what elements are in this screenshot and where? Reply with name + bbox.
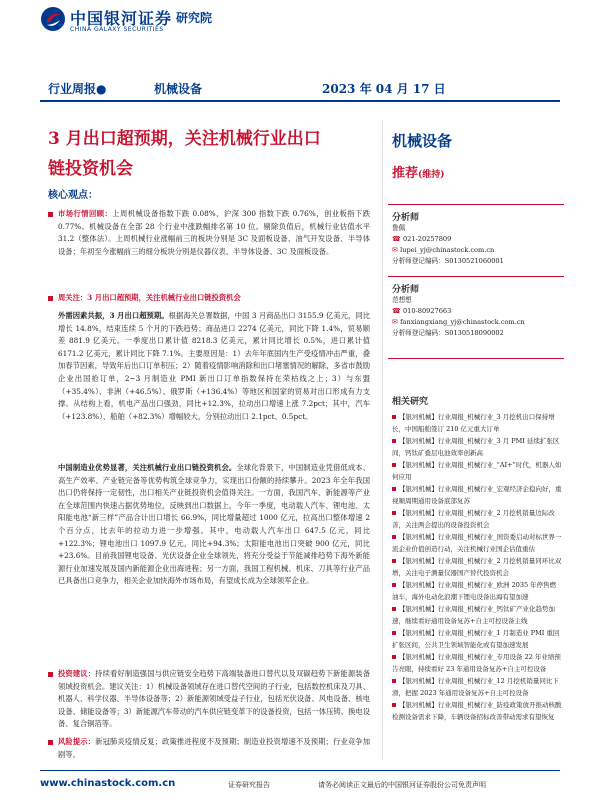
brand-name-cn: 中国银河证券	[70, 9, 173, 28]
galaxy-logo-icon	[40, 6, 66, 32]
footer-divider	[40, 770, 560, 771]
risk-paragraph	[58, 736, 370, 761]
related-item[interactable]: 【银河机械】行业周报_机械行业_1 月制造业 PMI 重回扩张区间，公共卫生领域智能化或有望加速发展	[392, 629, 560, 649]
bullet-icon	[48, 212, 53, 217]
rating	[392, 162, 445, 181]
email-icon: ✉	[392, 318, 401, 326]
related-divider	[388, 358, 564, 359]
rating-value: 推荐	[392, 166, 419, 181]
institute-label: 研究院	[176, 11, 213, 25]
report-title	[48, 124, 378, 184]
analyst-divider	[388, 204, 564, 205]
related-research-list	[392, 412, 562, 724]
bullet-icon	[48, 296, 53, 301]
analyst-label: 分析师	[392, 285, 420, 295]
risk-text: 新冠肺炎疫情反复；政策推进程度不及预期；制造业投资增速不及预期；行业竞争加剧等。	[58, 737, 371, 759]
column-divider	[382, 120, 383, 760]
core-views-label: 核心观点：	[48, 190, 98, 201]
analyst-block-2	[392, 282, 562, 339]
analyst-name: 范想想	[392, 296, 412, 304]
report-type: 行业周报●	[48, 82, 107, 96]
analyst-name: 鲁佩	[392, 224, 406, 232]
related-research-label: 相关研究	[392, 397, 429, 407]
footer-report-type: 证券研究报告	[228, 781, 270, 789]
related-item[interactable]: 【银河机械】行业周报_机械行业_钙钛矿产业化趋势加速，继续看好通用设备复苏+自主可控设备主线	[392, 605, 555, 625]
analyst-email[interactable]: ✉ lupei_yj@chinastock.com.cn	[392, 246, 495, 254]
analyst-reg-code: 分析师登记编码：S0130518090002	[392, 329, 504, 337]
related-item[interactable]: 【银河机械】行业周报_机械行业_欧洲 2035 年停售燃油车，海外电动化浪潮下锂电设备出海有望加速	[392, 581, 557, 601]
sector-name: 机械设备	[392, 132, 453, 150]
analyst-label: 分析师	[392, 213, 420, 223]
related-item[interactable]: 【银河机械】行业周报_机械行业_2 月挖机销量同环比双增，关注电子测量仪器国产替代投资机会	[392, 557, 562, 577]
market-review-label: 市场行情回顾：	[58, 209, 113, 218]
email-icon: ✉	[392, 246, 401, 254]
analyst-block-1	[392, 210, 562, 267]
analyst-reg-code: 分析师登记编码：S0130521060001	[392, 257, 504, 265]
manufacturing-label: 中国制造业优势显著，关注机械行业出口链投资机会。	[58, 463, 237, 472]
footer-website-link[interactable]: www.chinastock.com.cn	[40, 778, 176, 789]
meta-bar	[40, 76, 560, 102]
rating-note: (维持)	[418, 170, 445, 180]
investment-advice-text: 持续看好制造强国与供应链安全趋势下高端装备进口替代以及双碳趋势下新能源装备领域投资机会。建议关注：1）机械设备领域存在进口替代空间的子行业，包括数控机床及刀具、机器人、科学仪器、半导体设备等；2）新能源领域受益子行业，包括光伏设备、风电设备、核电设备、储能设备等；3）新能源汽车带动的汽车供应链变革下的设备投资，包括一体压铸、换电设备、复合铜箔等。	[58, 669, 371, 729]
phone-icon: ☎	[392, 307, 403, 315]
bullet-icon	[48, 740, 53, 745]
title-line-1: 3 月出口超预期，关注机械行业出口	[48, 129, 321, 149]
report-date: 2023 年 04 月 17 日	[322, 82, 446, 96]
related-item[interactable]: 【银河机械】行业周报_机械行业_防疫政策放开推动核酸检测设备需求下降，车辆设备招标改善带动需求有望恢复	[392, 701, 562, 721]
weekly-focus-paragraph	[58, 292, 370, 305]
market-review-text: 上周机械设备指数下跌 0.08%，沪深 300 指数下跌 0.76%，创业板指下跌 0.77%。机械设备在全部 28 个行业中涨跌幅排名第 10 位。剔除负值后，机械行业估值水平 31.2（整体法）。上周机械行业涨幅前三的板块分别是 3C 及面板设备、油气开发设备、半导体设备；年初至今涨幅前三的细分板块分别是仪器仪表、半导体设备、3C 及面板设备。	[58, 209, 370, 256]
bullet-icon	[48, 672, 53, 677]
related-item[interactable]: 【银河机械】行业周报_机械行业_专用设备 22 年业绩预告亮眼，持续看好 23 年通用设备复苏+自主可控设备	[392, 653, 561, 673]
related-item[interactable]: 【银河机械】行业周报_机械行业_“AI+”时代，机器人如何应用	[392, 461, 562, 481]
export-label: 外需因素共振，3 月出口超预期。	[58, 311, 169, 320]
phone-icon: ☎	[392, 235, 403, 243]
related-item[interactable]: 【银河机械】行业周报_机械行业_12 月挖机销量同比下滑，把握 2023 年通用设备复苏+自主可控设备	[392, 677, 559, 697]
manufacturing-paragraph	[58, 462, 370, 588]
export-paragraph	[58, 310, 370, 423]
investment-advice-label: 投资建议：	[58, 669, 96, 678]
weekly-focus-label: 周关注：3 月出口超预期，关注机械行业出口链投资机会	[58, 293, 241, 302]
manufacturing-text: 全球化背景下，中国制造业凭借低成本、高生产效率、产业链完备等优势构筑全球竞争力，实现出口份额的持续攀升。2023 年全年我国出口仍将保持一定韧性，出口相关产业链投资机会值得关注。一方面，我国汽车、新能源等产业在全球范围内快速占据优势地位，反映到出口数据上，今年一季度，电动载人汽车、锂电池、太阳能电池“新三样”产品合计出口增长 66.9%，同比增量超过 1000 亿元，拉高出口整体增速 2 个百分点，比去年的拉动力进一步增强。其中，电动载人汽车出口 647.5 亿元，同比+122.3%；锂电池出口 1097.9 亿元，同比+94.3%；太阳能电池出口突破 900 亿元，同比+23.6%。目前我国锂电设备、光伏设备企业全球领先，将充分受益于节能减排趋势下海外新能源行业加速发展及国内新能源企业出海进程；另一方面，我国工程机械、机床、刀具等行业产品已具备出口竞争力，相关企业加快海外市场布局，有望成长成为全球领军企业。	[58, 463, 371, 586]
related-item[interactable]: 【银河机械】行业周报_机械行业_3 月 PMI 延续扩张区间，钙钛矿叠层电池效率创新高	[392, 437, 560, 457]
analyst-divider	[388, 276, 564, 277]
footer-disclaimer: 请务必阅读正文最后的中国银河证券股份公司免责声明	[318, 781, 486, 789]
title-line-2: 链投资机会	[48, 159, 133, 179]
analyst-phone: ☎ 010-80927663	[392, 307, 452, 315]
analyst-email[interactable]: ✉ fanxiangxiang_yj@chinastock.com.cn	[392, 318, 525, 326]
export-text: 根据海关总署数据，中国 3 月商品出口 3155.9 亿美元，同比增长 14.8%，结束连续 5 个月的下跌趋势；商品进口 2274 亿美元，同比下降 1.4%，贸易顺差 881.9 亿美元。一季度出口累计值 8218.3 亿美元，累计同比增长 0.5%，进口累计值 6171.2 亿美元，累计同比下降 7.1%。主要原因是：1）去年年底国内生产受疫情冲击严重，叠加春节因素，导致年后出口订单积压；2）随着疫情影响消除和出口堵塞情况的解除，多省市鼓励企业出国抢订单，2~3 月制造业 PMI 新出口订单指数保持在荣枯线之上；3）与东盟（+35.4%）、非洲（+46.5%）、俄罗斯（+136.4%）等地区和国家的贸易对出口形成有力支撑。从结构上看，机电产品出口强劲，同比+12.3%，拉动出口增速上涨 7.2pct；其中，汽车（+123.8%）、船舶（+82.3%）增幅较大，分别拉动出口 2.1pct、0.5pct。	[58, 311, 371, 421]
brand-name-en: CHINA GALAXY SECURITIES	[70, 26, 164, 33]
related-item[interactable]: 【银河机械】行业周报_机械行业_国资委启动对标世界一流企业价值创造行动，关注机械行业国企估值重估	[392, 533, 562, 553]
related-item[interactable]: 【银河机械】行业周报_机械行业_宏观经济企稳向好，重视顺周期通用设备底部复苏	[392, 485, 562, 505]
related-item[interactable]: 【银河机械】行业周报_机械行业_2 月挖机销量边际改善，关注两会提出的设备投资机会	[392, 509, 555, 529]
report-sector: 机械设备	[154, 82, 203, 96]
related-item[interactable]: 【银河机械】行业周报_机械行业_3 月挖机出口保持增长，中国船舶签订 210 亿元重大订单	[392, 413, 555, 433]
investment-advice-paragraph	[58, 668, 370, 731]
risk-label: 风险提示：	[58, 737, 96, 746]
market-review-paragraph	[58, 208, 370, 258]
analyst-phone: ☎ 021-20257809	[392, 235, 452, 243]
